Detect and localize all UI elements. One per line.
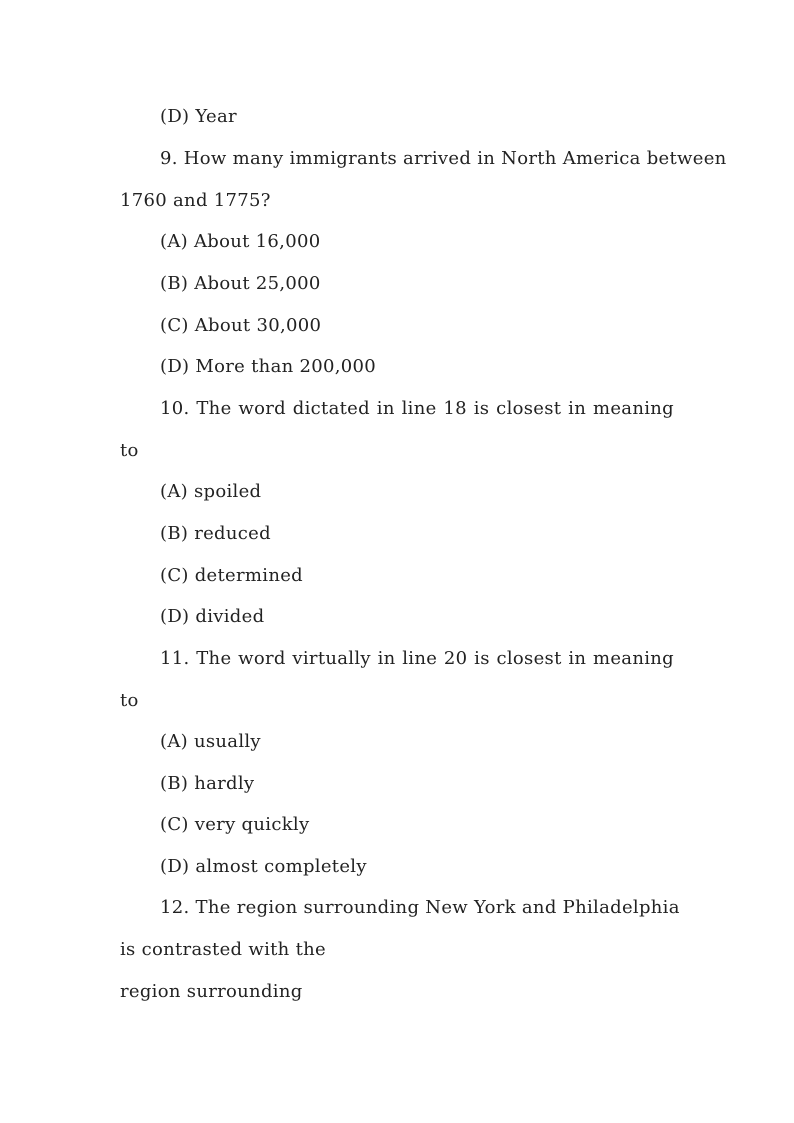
- question-9-option-c: (C) About 30,000: [160, 315, 322, 336]
- question-9-option-d: (D) More than 200,000: [160, 356, 377, 377]
- question-10-option-c: (C) determined: [160, 565, 303, 586]
- question-12-stem-continued-2: region surrounding: [120, 981, 303, 1002]
- question-9-stem: 9. How many immigrants arrived in North America between: [160, 148, 727, 169]
- question-9-stem-continued: 1760 and 1775?: [120, 190, 271, 211]
- question-9-option-b: (B) About 25,000: [160, 273, 321, 294]
- question-11-option-d: (D) almost completely: [160, 856, 367, 877]
- question-11-option-a: (A) usually: [160, 731, 261, 752]
- question-10-stem: 10. The word dictated in line 18 is closest in meaning: [160, 398, 674, 419]
- question-12-stem-continued: is contrasted with the: [120, 939, 326, 960]
- question-10-option-b: (B) reduced: [160, 523, 271, 544]
- question-9-option-a: (A) About 16,000: [160, 231, 321, 252]
- question-11-stem: 11. The word virtually in line 20 is closest in meaning: [160, 648, 674, 669]
- question-10-option-a: (A) spoiled: [160, 481, 262, 502]
- question-10-option-d: (D) divided: [160, 606, 265, 627]
- question-11-option-b: (B) hardly: [160, 773, 255, 794]
- question-11-option-c: (C) very quickly: [160, 814, 310, 835]
- question-10-stem-continued: to: [120, 440, 139, 461]
- question-12-stem: 12. The region surrounding New York and Philadelphia: [160, 897, 680, 918]
- previous-question-option-d: (D) Year: [160, 106, 237, 127]
- question-11-stem-continued: to: [120, 690, 139, 711]
